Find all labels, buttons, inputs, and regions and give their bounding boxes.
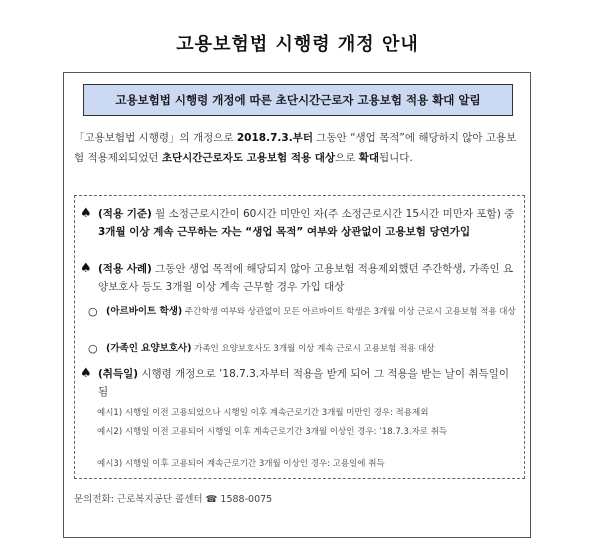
criteria-section [80,205,520,241]
example-item: 예시2) 시행일 이전 고용되어 시행일 이후 계속근로기간 3개월 이상인 경우: ’18.7.3.자로 취득 [97,427,448,437]
cases-label: (적용 사례) [98,263,152,275]
intro-target: 초단시간근로자도 고용보험 적용 대상 [161,152,336,164]
cases-section [80,260,520,296]
intro-date: 2018.7.3.부터 [236,132,313,144]
acquisition-section [80,365,520,401]
intro-text-2: 그동안 “생업 목적”에 해당하지 않아 고용보험 적용제외되었던 [74,132,517,164]
acquisition-label: (취득일) [98,368,139,380]
case-item-caregiver [88,340,520,358]
page-title: 고용보험법 시행령 개정 안내 [176,34,419,55]
case-item-student [88,303,520,321]
spade-icon: ♠ [80,206,92,221]
criteria-text: 월 소정근로시간이 60시간 미만인 자(주 소정근로시간 15시간 미만자 포함) 중 [151,208,515,220]
case-text: 주간학생 여부와 상관없이 모든 아르바이트 학생은 3개월 이상 근로시 고용보험 적용 대상 [182,307,516,317]
intro-expand: 확대 [358,152,380,164]
example-item: 예시1) 시행일 이전 고용되었으나 시행일 이후 계속근로기간 3개월 미만인 경우: 적용제외 [97,408,429,418]
criteria-bold: 3개월 이상 계속 근무하는 자는 “생업 목적” 여부와 상관없이 고용보험 당연가입 [98,226,471,238]
banner-text: 고용보험법 시행령 개정에 따른 초단시간근로자 고용보험 적용 확대 알림 [115,93,481,107]
circle-icon: ○ [88,305,98,318]
spade-icon: ♠ [80,261,92,276]
circle-icon: ○ [88,342,98,355]
intro-text-1: 「고용보험법 시행령」의 개정으로 [74,132,237,144]
intro-text-4: 됩니다. [379,152,413,164]
intro-paragraph [74,128,526,168]
example-item: 예시3) 시행일 이후 고용되어 계속근로기간 3개월 이상인 경우: 고용일에 취득 [97,459,385,469]
intro-text-3: 으로 [335,152,359,164]
acquisition-text: 시행령 개정으로 ’18.7.3.자부터 적용을 받게 되어 그 적용을 받는 날이 취득일이 됨 [98,368,509,398]
criteria-label: (적용 기준) [98,208,152,220]
cases-text: 그동안 생업 목적에 해당되지 않아 고용보험 적용제외했던 주간학생, 가족인 요양보호사 등도 3개월 이상 계속 근무할 경우 가입 대상 [98,263,514,293]
case-text: 가족인 요양보호사도 3개월 이상 계속 근로시 고용보험 적용 대상 [191,344,435,354]
spade-icon: ♠ [80,366,92,381]
notice-banner [83,84,513,116]
case-label: (아르바이트 학생) [106,306,183,317]
case-label: (가족인 요양보호사) [106,343,192,354]
contact-footer: 문의전화: 근로복지공단 콜센터 ☎ 1588-0075 [74,494,273,505]
